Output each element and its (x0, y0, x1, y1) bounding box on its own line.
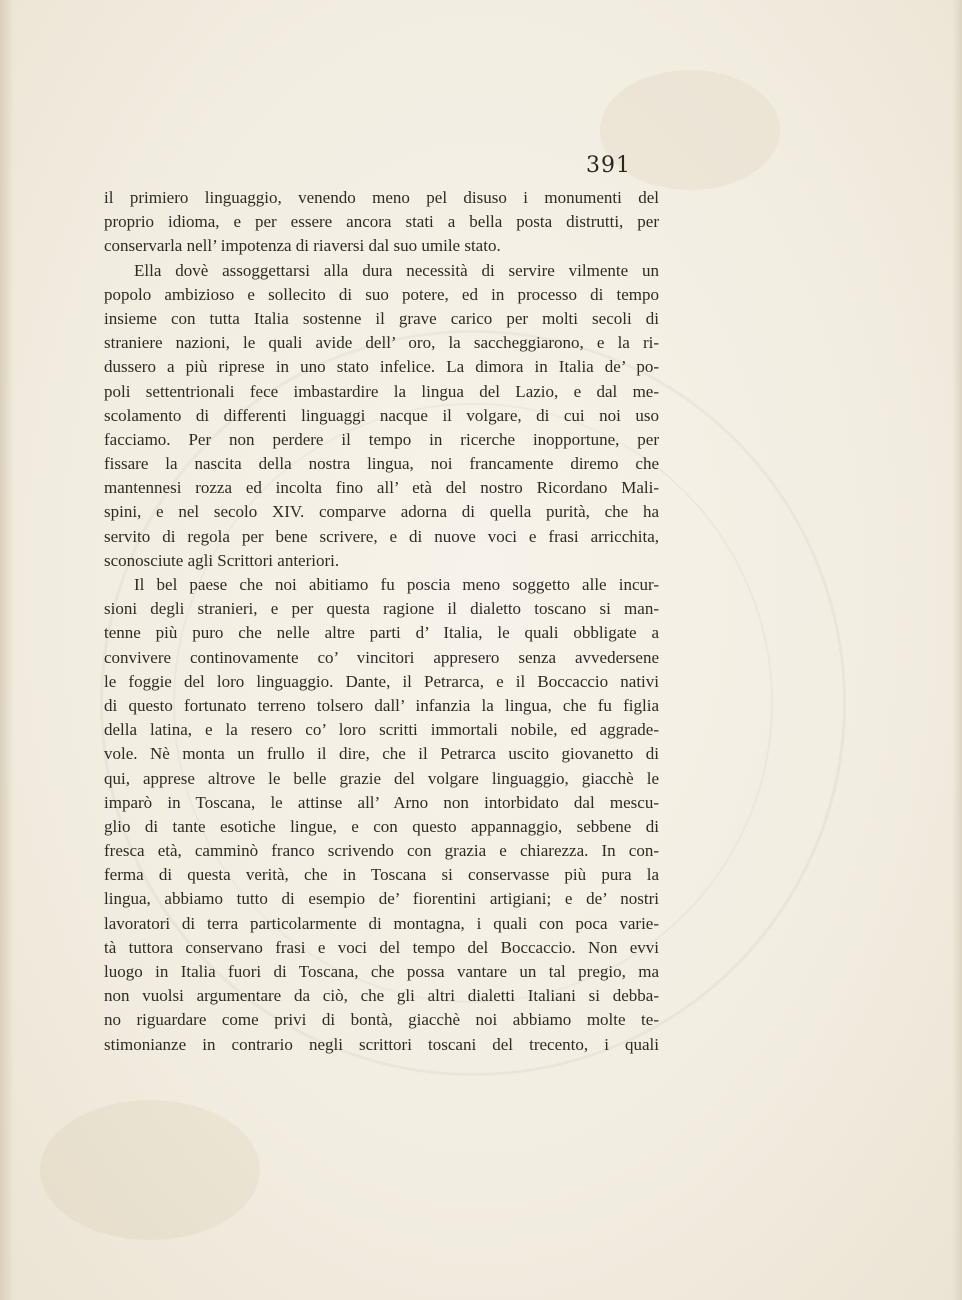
text-line: di questo fortunato terreno tolsero dall’ infanzia la lingua, che fu figlia (104, 695, 659, 715)
paper-foxing-stain (40, 1100, 260, 1240)
text-line: mantennesi rozza ed incolta fino all’ età del nostro Ricordano Mali- (104, 478, 659, 498)
page-edge-shadow-left (0, 0, 14, 1300)
text-line: ferma di questa verità, che in Toscana si conservasse più pura la (104, 865, 659, 885)
text-line: servito di regola per bene scrivere, e di nuove voci e frasi arricchita, (104, 526, 659, 546)
text-line: conservarla nell’ impotenza di riaversi dal suo umile stato. (104, 236, 501, 256)
text-line: lavoratori di terra particolarmente di montagna, i quali con poca varie- (104, 913, 659, 933)
text-line: insieme con tutta Italia sostenne il grave carico per molti secoli di (104, 308, 659, 328)
text-line: Il bel paese che noi abitiamo fu poscia meno soggetto alle incur- (134, 575, 659, 594)
text-line: no riguardare come privi di bontà, giacchè noi abbiamo molte te- (104, 1010, 659, 1030)
text-line: facciamo. Per non perdere il tempo in ricerche inopportune, per (104, 429, 659, 449)
text-line: tenne più puro che nelle altre parti d’ Italia, le quali obbligate a (104, 623, 659, 643)
text-line: le foggie del loro linguaggio. Dante, il Petrarca, e il Boccaccio nativi (104, 671, 659, 691)
text-line: proprio idioma, e per essere ancora stati a bella posta distrutti, per (104, 212, 659, 232)
text-line: popolo ambizioso e sollecito di suo potere, ed in processo di tempo (104, 284, 659, 304)
text-line: vole. Nè monta un frullo il dire, che il Petrarca uscito giovanetto di (104, 744, 659, 764)
text-line: sconosciute agli Scrittori anteriori. (104, 550, 340, 570)
text-line: della latina, e la resero co’ loro scritti immortali nobile, ed aggrade- (104, 720, 659, 740)
text-line: qui, apprese altrove le belle grazie del volgare linguaggio, giacchè le (104, 768, 659, 788)
page-edge-shadow-right (952, 0, 962, 1300)
text-line: sioni degli stranieri, e per questa ragione il dialetto toscano si man- (104, 599, 659, 619)
text-line: spini, e nel secolo XIV. comparve adorna di quella purità, che ha (104, 502, 659, 522)
text-line: il primiero linguaggio, venendo meno pel disuso i monumenti del (104, 188, 659, 207)
text-line: fresca età, camminò franco scrivendo con grazia e chiarezza. In con- (104, 841, 659, 861)
text-line: straniere nazioni, le quali avide dell’ oro, la saccheggiarono, e la ri- (104, 333, 659, 353)
text-line: non vuolsi argumentare da ciò, che gli altri dialetti Italiani si debba- (104, 986, 659, 1006)
text-line: tà tuttora conservano frasi e voci del tempo del Boccaccio. Non evvi (104, 937, 659, 957)
text-line: scolamento di differenti linguaggi nacque il volgare, di cui noi uso (104, 405, 659, 425)
text-line: poli settentrionali fece imbastardire la lingua del Lazio, e dal me- (104, 381, 659, 401)
text-line: luogo in Italia fuori di Toscana, che possa vantare un tal pregio, ma (104, 962, 659, 981)
text-line: Ella dovè assoggettarsi alla dura necessità di servire vilmente un (134, 260, 659, 280)
text-line: dussero a più riprese in uno stato infelice. La dimora in Italia de’ po- (104, 357, 659, 377)
text-line: convivere continovamente co’ vincitori appresero senza avvedersene (104, 647, 659, 667)
text-line: imparò in Toscana, le attinse all’ Arno non intorbidato dal mescu- (104, 792, 659, 812)
text-line: lingua, abbiamo tutto di esempio de’ fiorentini artigiani; e de’ nostri (104, 889, 659, 909)
page-number: 391 (586, 153, 631, 178)
text-line: fissare la nascita della nostra lingua, noi francamente diremo che (104, 454, 659, 474)
text-line: glio di tante esotiche lingue, e con questo appannaggio, sebbene di (104, 816, 659, 836)
text-line: stimonianze in contrario negli scrittori toscani del trecento, i quali (104, 1034, 659, 1054)
body-text (104, 186, 659, 1057)
